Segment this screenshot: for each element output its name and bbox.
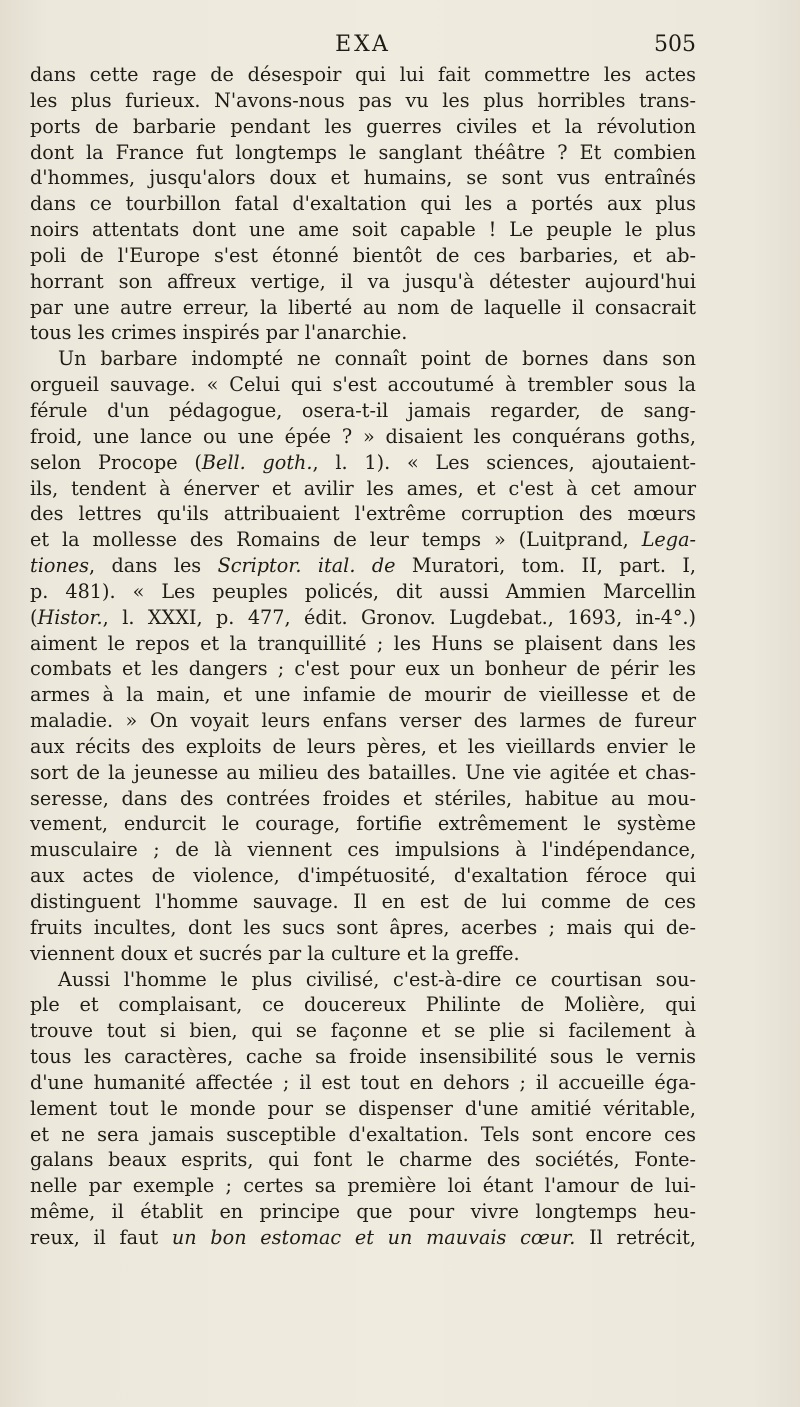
text-line: vement, endurcit le courage, fortifie extrêmement le système <box>30 812 696 836</box>
text-line: froid, une lance ou une épée ? » disaient les conquérans goths, <box>30 424 696 448</box>
text-line <box>30 1225 696 1251</box>
running-title: EXA <box>335 32 391 57</box>
text-line: armes à la main, et une infamie de mourir de vieillesse et de <box>30 683 696 707</box>
text-line: viennent doux et sucrés par la culture et la greffe. <box>30 941 520 965</box>
text-line: d'hommes, jusqu'alors doux et humains, se sont vus entraînés <box>30 166 696 190</box>
page-header <box>30 32 696 64</box>
text-line: ports de barbarie pendant les guerres civiles et la révolution <box>30 114 696 138</box>
text-line: sort de la jeunesse au milieu des batailles. Une vie agitée et chas- <box>30 760 696 784</box>
text-segment: Muratori, tom. II, part. I, <box>395 554 697 578</box>
text-line <box>30 553 696 579</box>
paragraph-start-line: Aussi l'homme le plus civilisé, c'est-à-dire ce courtisan sou- <box>58 967 696 991</box>
page-number: 505 <box>654 32 696 57</box>
text-line: des lettres qu'ils attribuaient l'extrême corruption des mœurs <box>30 502 696 526</box>
italic-citation: tiones <box>30 554 89 578</box>
text-line <box>30 605 696 631</box>
text-line: même, il établit en principe que pour vivre longtemps heu- <box>30 1200 696 1224</box>
text-segment: ( <box>30 605 38 629</box>
text-segment: , l. XXXI, p. 477, édit. Gronov. Lugdebat., 1693, in-4°.) <box>102 605 696 629</box>
text-line: dont la France fut longtemps le sanglant théâtre ? Et combien <box>30 140 696 164</box>
text-line: fruits incultes, dont les sucs sont âpres, acerbes ; mais qui de- <box>30 915 696 939</box>
text-line: combats et les dangers ; c'est pour eux un bonheur de périr les <box>30 657 696 681</box>
text-line: d'une humanité affectée ; il est tout en dehors ; il accueille éga- <box>30 1070 696 1094</box>
text-line: aux récits des exploits de leurs pères, et les vieillards envier le <box>30 734 696 758</box>
text-line: dans cette rage de désespoir qui lui fait commettre les actes <box>30 63 696 86</box>
text-line: lement tout le monde pour se dispenser d'une amitié véritable, <box>30 1096 696 1120</box>
text-line: poli de l'Europe s'est étonné bientôt de ces barbaries, et ab- <box>30 243 696 267</box>
paragraph-start-line: Un barbare indompté ne connaît point de bornes dans son <box>58 347 696 371</box>
text-line: orgueil sauvage. « Celui qui s'est accoutumé à trembler sous la <box>30 373 696 397</box>
text-line <box>30 527 696 553</box>
text-line: les plus furieux. N'avons-nous pas vu les plus horribles trans- <box>30 88 696 112</box>
text-line: ple et complaisant, ce doucereux Philinte de Molière, qui <box>30 993 696 1017</box>
text-line: musculaire ; de là viennent ces impulsions à l'indépendance, <box>30 838 696 862</box>
body-text <box>30 62 696 1251</box>
text-segment: selon Procope ( <box>30 450 202 474</box>
text-line <box>30 450 696 476</box>
text-line: tous les caractères, cache sa froide insensibilité sous le vernis <box>30 1045 696 1069</box>
text-segment: Il retrécit, <box>575 1225 696 1249</box>
text-line: ils, tendent à énerver et avilir les ames, et c'est à cet amour <box>30 476 696 500</box>
text-line: tous les crimes inspirés par l'anarchie. <box>30 321 408 345</box>
text-line: trouve tout si bien, qui se façonne et se plie si facilement à <box>30 1019 696 1043</box>
text-line: dans ce tourbillon fatal d'exaltation qui les a portés aux plus <box>30 192 696 216</box>
italic-citation: Lega- <box>641 528 696 552</box>
text-line: distinguent l'homme sauvage. Il en est de lui comme de ces <box>30 890 696 913</box>
text-segment: , l. 1). « Les sciences, ajoutaient- <box>312 450 696 474</box>
text-line: noirs attentats dont une ame soit capable ! Le peuple le plus <box>30 218 696 242</box>
text-line: galans beaux esprits, qui font le charme des sociétés, Fonte- <box>30 1148 696 1172</box>
italic-citation: Histor. <box>37 605 103 629</box>
text-line: aiment le repos et la tranquillité ; les Huns se plaisent dans les <box>30 631 696 655</box>
text-line: par une autre erreur, la liberté au nom de laquelle il consacrait <box>30 295 696 319</box>
text-segment: , dans les <box>88 554 218 578</box>
text-line: nelle par exemple ; certes sa première loi étant l'amour de lui- <box>30 1174 696 1198</box>
italic-citation: Scriptor. ital. de <box>217 554 396 578</box>
italic-citation: Bell. goth. <box>201 450 313 474</box>
text-line: aux actes de violence, d'impétuosité, d'exaltation féroce qui <box>30 864 696 888</box>
text-line: horrant son affreux vertige, il va jusqu'à détester aujourd'hui <box>30 269 696 293</box>
text-line: férule d'un pédagogue, osera-t-il jamais regarder, de sang- <box>30 398 696 422</box>
italic-quote: un bon estomac et un mauvais cœur. <box>171 1225 576 1249</box>
text-line: maladie. » On voyait leurs enfans verser des larmes de fureur <box>30 709 696 733</box>
text-line: p. 481). « Les peuples policés, dit aussi Ammien Marcellin <box>30 579 696 603</box>
text-segment: reux, il faut <box>30 1225 172 1249</box>
text-segment: et la mollesse des Romains de leur temps » (Luitprand, <box>30 528 642 552</box>
text-line: seresse, dans des contrées froides et stériles, habitue au mou- <box>30 786 696 810</box>
text-line: et ne sera jamais susceptible d'exaltation. Tels sont encore ces <box>30 1122 696 1146</box>
